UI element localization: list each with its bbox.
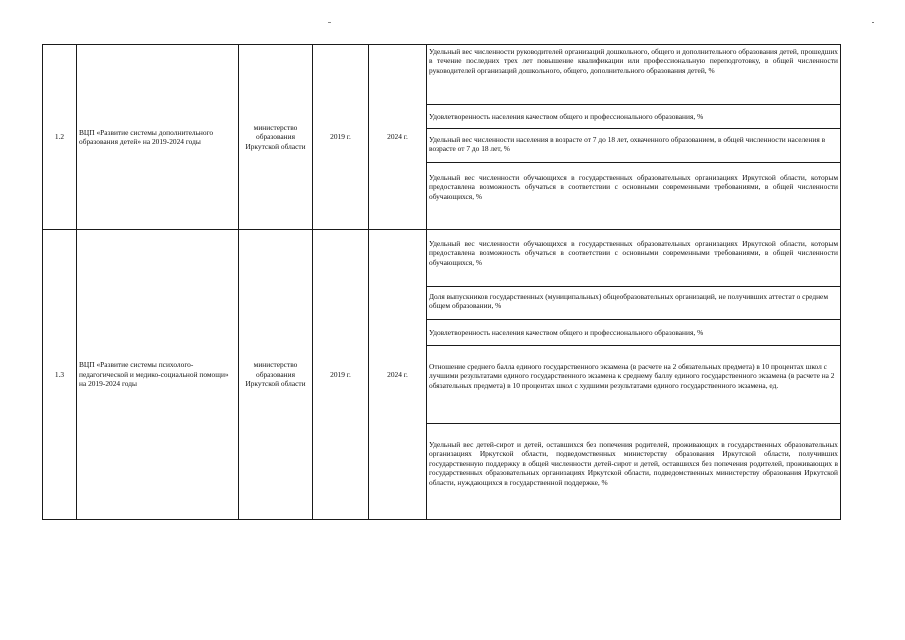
- table-row: [43, 230, 841, 520]
- end-year: 2024 г.: [369, 45, 427, 230]
- start-year: 2019 г.: [313, 230, 369, 520]
- indicator: Удельный вес численности обучающихся в государственных образовательных организациях Иркутской области, которым предоставлена возможность обучаться в соответствии с основными современными требованиями, в общей численности обучающихся, %: [429, 173, 838, 201]
- indicators-cell: [427, 230, 841, 520]
- responsible-org: министерство образования Иркутской области: [239, 45, 313, 230]
- row-number: 1.3: [43, 230, 77, 520]
- indicator: Удельный вес детей-сирот и детей, оставшихся без попечения родителей, проживающих в государственных образовательных организациях Иркутской области, подведомственных министерству образования Иркутской области, получивших государственную поддержку в общей численности детей-сирот и детей, оставшихся без попечения родителей, проживающих в государственных образовательных организациях Иркутской области, подведомственных министерству образования Иркутской области, нуждающихся в государственной поддержке, %: [429, 440, 838, 487]
- indicator: Удельный вес численности руководителей организаций дошкольного, общего и дополнительного образования детей, прошедших в течение последних трех лет повышение квалификации или профессиональную переподготовку, в общей численности руководителей организаций дошкольного, общего, дополнительного образования детей, %: [427, 45, 840, 105]
- row-number: 1.2: [43, 45, 77, 230]
- indicator: Удовлетворенность населения качеством общего и профессионального образования, %: [427, 320, 840, 346]
- indicator: Доля выпускников государственных (муниципальных) общеобразовательных организаций, не получивших аттестат о среднем общем образовании, %: [427, 287, 840, 320]
- scan-speck: [328, 22, 331, 23]
- responsible-org: министерство образования Иркутской области: [239, 230, 313, 520]
- scan-speck: [872, 22, 874, 23]
- indicator: Отношение среднего балла единого государственного экзамена (в расчете на 2 обязательных предмета) в 10 процентах школ с лучшими результатами единого государственного экзамена к среднему баллу единого государственного экзамена (в расчете на 2 обязательных предмета) в 10 процентах школ с худшими результатами единого государственного экзамена, ед.: [427, 346, 840, 424]
- end-year: 2024 г.: [369, 230, 427, 520]
- program-name: ВЦП «Развитие системы дополнительного образования детей» на 2019-2024 годы: [77, 45, 239, 230]
- indicator: Удовлетворенность населения качеством общего и профессионального образования, %: [427, 105, 840, 129]
- indicator: Удельный вес численности обучающихся в государственных образовательных организациях Иркутской области, которым предоставлена возможность обучаться в соответствии с основными современными требованиями, в общей численности обучающихся, %: [427, 230, 840, 287]
- indicator: Удельный вес численности населения в возрасте от 7 до 18 лет, охваченного образованием, в общей численности населения в возрасте от 7 до 18 лет, %: [427, 129, 840, 163]
- program-name: ВЦП «Развитие системы психолого-педагогической и медико-социальной помощи» на 2019-2024 годы: [77, 230, 239, 520]
- indicators-cell: [427, 45, 841, 230]
- table-row: [43, 45, 841, 230]
- start-year: 2019 г.: [313, 45, 369, 230]
- programs-table: [42, 44, 841, 520]
